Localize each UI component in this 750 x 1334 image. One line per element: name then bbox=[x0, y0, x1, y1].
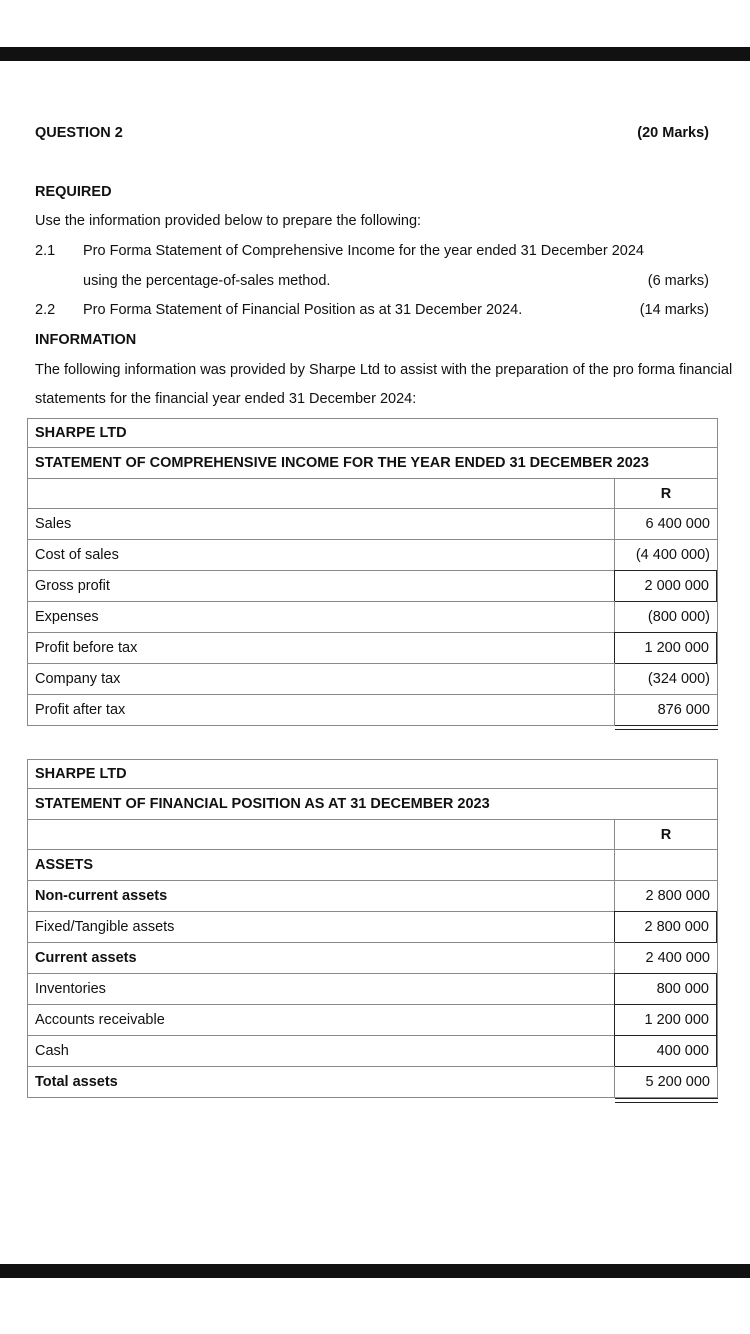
row-label: Inventories bbox=[35, 981, 106, 997]
row-value: 2 000 000 bbox=[644, 578, 709, 594]
row-label: Expenses bbox=[35, 609, 99, 625]
value-cell bbox=[614, 508, 717, 540]
table-company-row bbox=[27, 759, 718, 789]
value-cell bbox=[614, 849, 717, 881]
question-marks: (20 Marks) bbox=[637, 125, 709, 141]
value-cell bbox=[614, 601, 717, 633]
double-underline bbox=[615, 725, 718, 730]
row-label: Company tax bbox=[35, 671, 121, 687]
statement-title: STATEMENT OF FINANCIAL POSITION AS AT 31 DECEMBER 2023 bbox=[35, 796, 490, 812]
required-intro: Use the information provided below to prepare the following: bbox=[35, 213, 422, 229]
item-text: Pro Forma Statement of Comprehensive Income for the year ended 31 December 2024 bbox=[83, 243, 644, 259]
row-value: 2 400 000 bbox=[645, 950, 710, 966]
value-cell bbox=[614, 632, 717, 664]
currency-header-cell bbox=[614, 819, 717, 850]
item-number: 2.2 bbox=[35, 302, 56, 318]
row-label: Profit after tax bbox=[35, 702, 126, 718]
table-row bbox=[27, 881, 718, 912]
item-text-continued: using the percentage-of-sales method. bbox=[83, 273, 331, 289]
item-marks: (14 marks) bbox=[639, 302, 709, 318]
table-row bbox=[27, 509, 718, 540]
row-value: 5 200 000 bbox=[645, 1074, 710, 1090]
value-cell bbox=[614, 942, 717, 974]
row-label: Cash bbox=[35, 1043, 69, 1059]
information-text: The following information was provided by Sharpe Ltd to assist with the preparation of the pro forma financial bbox=[35, 362, 733, 378]
income-statement-table bbox=[27, 418, 718, 726]
row-value: 400 000 bbox=[656, 1043, 709, 1059]
table-header-row bbox=[27, 820, 718, 850]
table-row bbox=[27, 850, 718, 881]
row-label: Sales bbox=[35, 516, 72, 532]
table-company-row bbox=[27, 418, 718, 448]
value-cell bbox=[614, 663, 717, 695]
value-cell bbox=[614, 1035, 717, 1067]
table-row bbox=[27, 1036, 718, 1067]
value-cell bbox=[614, 570, 717, 602]
question-title: QUESTION 2 bbox=[35, 125, 123, 141]
row-label: Non-current assets bbox=[35, 888, 168, 904]
table-title-row bbox=[27, 448, 718, 479]
row-value: 2 800 000 bbox=[644, 919, 709, 935]
information-text-continued: statements for the financial year ended 31 December 2024: bbox=[35, 391, 417, 407]
financial-position-table bbox=[27, 759, 718, 1098]
table-header-row bbox=[27, 479, 718, 509]
row-label: Cost of sales bbox=[35, 547, 119, 563]
row-value: (800 000) bbox=[647, 609, 710, 625]
table-title-row bbox=[27, 789, 718, 820]
row-value: (324 000) bbox=[647, 671, 710, 687]
table-row bbox=[27, 540, 718, 571]
table-row bbox=[27, 602, 718, 633]
table-row bbox=[27, 664, 718, 695]
value-cell bbox=[614, 694, 717, 726]
value-cell bbox=[614, 973, 717, 1005]
top-border-bar bbox=[0, 47, 750, 61]
table-row bbox=[27, 912, 718, 943]
row-value: 1 200 000 bbox=[644, 1012, 709, 1028]
table-row bbox=[27, 974, 718, 1005]
bottom-border-bar bbox=[0, 1264, 750, 1278]
value-cell bbox=[614, 1004, 717, 1036]
value-cell bbox=[614, 880, 717, 912]
table-row bbox=[27, 1005, 718, 1036]
value-cell bbox=[614, 1066, 717, 1098]
row-value: (4 400 000) bbox=[635, 547, 710, 563]
row-value: 1 200 000 bbox=[644, 640, 709, 656]
value-cell bbox=[614, 911, 717, 943]
item-text: Pro Forma Statement of Financial Position as at 31 December 2024. bbox=[83, 302, 523, 318]
table-row bbox=[27, 1067, 718, 1098]
table-row bbox=[27, 633, 718, 664]
item-number: 2.1 bbox=[35, 243, 56, 259]
row-label: Current assets bbox=[35, 950, 137, 966]
company-name: SHARPE LTD bbox=[35, 425, 127, 441]
table-row bbox=[27, 695, 718, 726]
row-label: Accounts receivable bbox=[35, 1012, 165, 1028]
double-underline bbox=[615, 1098, 718, 1103]
information-heading: INFORMATION bbox=[35, 332, 137, 348]
currency-header-cell bbox=[614, 478, 717, 509]
currency-label: R bbox=[660, 485, 672, 502]
row-label: Total assets bbox=[35, 1074, 118, 1090]
row-label: Gross profit bbox=[35, 578, 110, 594]
row-value: 2 800 000 bbox=[645, 888, 710, 904]
statement-title: STATEMENT OF COMPREHENSIVE INCOME FOR THE YEAR ENDED 31 DECEMBER 2023 bbox=[35, 455, 649, 471]
table-row bbox=[27, 943, 718, 974]
table-row bbox=[27, 571, 718, 602]
required-heading: REQUIRED bbox=[35, 184, 112, 200]
item-marks: (6 marks) bbox=[647, 273, 709, 289]
row-value: 800 000 bbox=[656, 981, 709, 997]
assets-heading: ASSETS bbox=[35, 857, 94, 873]
row-value: 876 000 bbox=[657, 702, 710, 718]
row-value: 6 400 000 bbox=[645, 516, 710, 532]
row-label: Profit before tax bbox=[35, 640, 138, 656]
row-label: Fixed/Tangible assets bbox=[35, 919, 175, 935]
company-name: SHARPE LTD bbox=[35, 766, 127, 782]
value-cell bbox=[614, 539, 717, 571]
currency-label: R bbox=[660, 826, 672, 843]
